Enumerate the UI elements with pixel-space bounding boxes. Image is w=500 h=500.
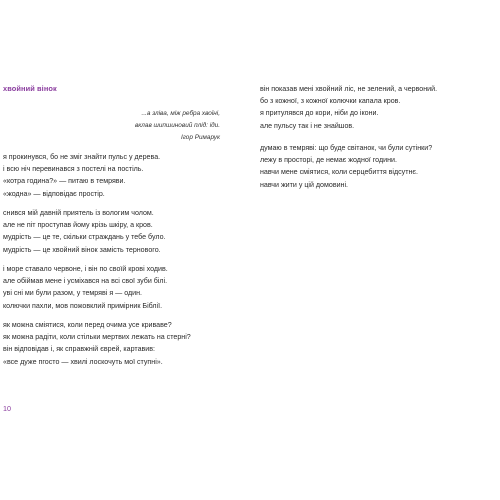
stanza-3 [3,263,168,312]
poem-line: він відповідав і, як справжній єврей, картавив: [3,345,156,354]
poem-line: «котра година?» — питаю в темряви. [3,177,126,186]
poem-line: мудрість — це те, скільки страждань у тебе було. [3,233,166,242]
poem-line: уві сні ми були разом, у темряві я — один. [3,289,142,298]
poem-line: я прокинувся, бо не зміг знайти пульс у дерева. [3,153,161,161]
poem-line: але пульсу так і не знайшов. [260,121,355,130]
poem-line: мудрість — це хвойний вінок замість тернового. [3,245,161,254]
poem-line: «жодна» — відповідає простір. [3,189,105,198]
stanza-2 [3,207,166,256]
poem-line: навчи мене сміятися, коли серцебиття відсутнє. [260,168,418,177]
poem-line: лежу в просторі, де немає жодної години. [260,156,397,165]
epigraph-author: Ігор Римарук [180,134,220,142]
poem-line: і море ставало червоне, і він по своїй крові ходив. [3,265,168,273]
poem-line: і всю ніч перевинався з постелі на постіль. [3,165,144,174]
poem-line: навчи жити у цій домовині. [260,180,349,189]
poem-line: колючки пахли, мов пожовклий примірник Біблії. [3,301,163,310]
poem-line: снився мій давній приятель із вологим чолом. [3,209,154,217]
poem-title: хвойний вінок [3,84,57,93]
poem-line: думаю в темряві: що буде світанок, чи були сутінки? [260,144,433,152]
poem-line: він показав мені хвойний ліс, не зелений, а червоний. [260,85,438,93]
stanza-5 [260,83,437,132]
poem-line: але обіймав мене і усміхався на всі свої зуби білі. [3,277,168,286]
epigraph [110,108,220,144]
stanza-4 [3,319,191,368]
poem-line: я притулявся до кори, ніби до ікони. [260,109,379,118]
poem-line: «все дуже пгосто — хвилі лоскочуть мої ступні». [3,357,163,366]
poem-line: як можна радіти, коли стільки мертвих лежать на стерні? [3,333,191,342]
poem-line: але не піт проступав йому крізь шкіру, а кров. [3,221,153,230]
poem-line: бо з кожної, з кожної колючки капала кров. [260,97,401,106]
page-number: 10 [3,404,11,413]
stanza-1 [3,151,160,200]
epigraph-line-2: вклав шипшиновий плід: іди. [134,122,220,130]
poem-line: як можна сміятися, коли перед очима усе криваве? [3,321,172,329]
stanza-6 [260,142,432,191]
epigraph-line-1: ...а зліва, між ребра хвоїні, [141,110,220,117]
